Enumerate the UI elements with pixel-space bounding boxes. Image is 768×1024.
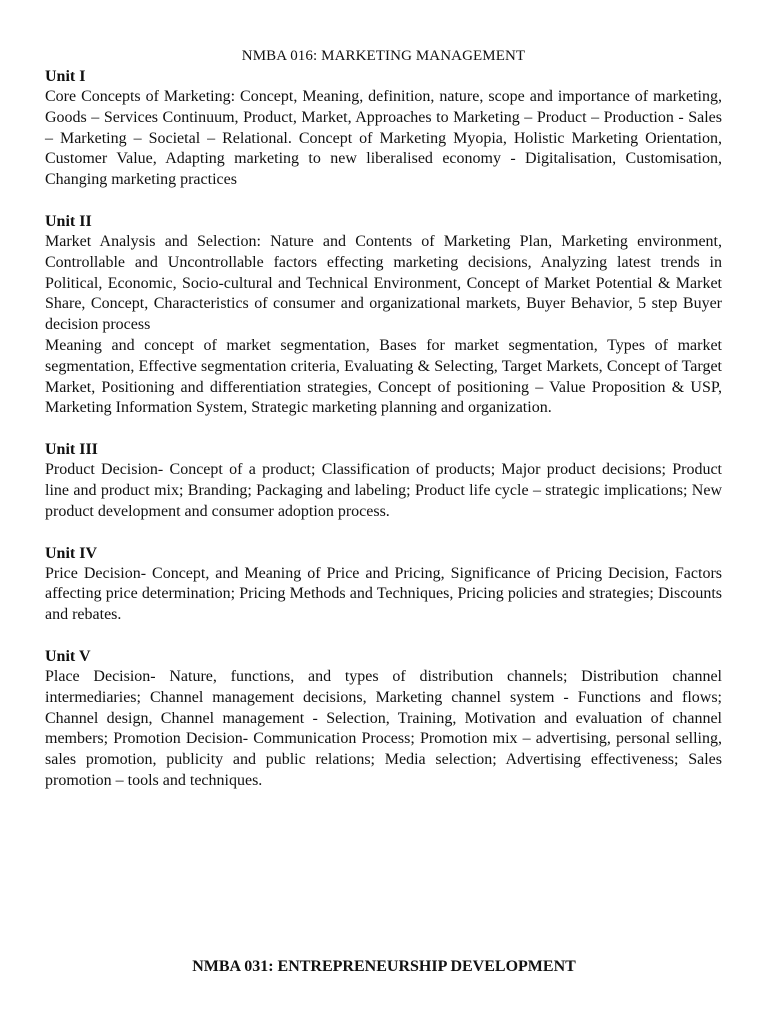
unit-paragraph: Meaning and concept of market segmentation, Bases for market segmentation, Types of market segmentation, Effective segmentation criteria, Evaluating & Selecting, Target Markets, Concept of Target Market, Positioning and differentiation strategies, Concept of positioning – Value Proposition & USP, Marketing Information System, Strategic marketing planning and organization. (45, 336, 722, 417)
unit-3-section (45, 439, 722, 522)
unit-heading: Unit I (45, 68, 86, 85)
unit-paragraph: Price Decision- Concept, and Meaning of Price and Pricing, Significance of Pricing Decision, Factors affecting price determination; Pricing Methods and Techniques, Pricing policies and strategies; Discounts and rebates. (45, 564, 722, 624)
unit-heading: Unit V (45, 647, 91, 665)
unit-heading: Unit II (45, 212, 92, 230)
unit-paragraph: Product Decision- Concept of a product; Classification of products; Major product decisions; Product line and product mix; Branding; Packaging and labeling; Product life cycle – strategic implications; New product development and consumer adoption process. (45, 461, 722, 520)
unit-heading: Unit IV (45, 544, 98, 562)
unit-5-section (45, 646, 722, 792)
unit-paragraph: Place Decision- Nature, functions, and types of distribution channels; Distribution channel intermediaries; Channel management decisions, Marketing channel system - Functions and flows; Channel design, Channel management - Selection, Training, Motivation and evaluation of channel members; Promotion Decision- Communication Process; Promotion mix – advertising, personal selling, sales promotion, publicity and public relations; Media selection; Advertising effectiveness; Sales promotion – tools and techniques. (45, 667, 722, 789)
unit-paragraph: Market Analysis and Selection: Nature and Contents of Marketing Plan, Marketing environment, Controllable and Uncontrollable factors effecting marketing decisions, Analyzing latest trends in Political, Economic, Socio-cultural and Technical Environment, Concept of Market Potential & Market Share, Concept, Characteristics of consumer and organizational markets, Buyer Behavior, 5 step Buyer decision process (45, 232, 722, 334)
document-page (45, 46, 722, 812)
document-title: NMBA 016: MARKETING MANAGEMENT (241, 48, 526, 64)
next-course-title: NMBA 031: ENTREPRENEURSHIP DEVELOPMENT (192, 958, 576, 975)
unit-heading: Unit III (45, 441, 98, 459)
unit-1-section (45, 66, 722, 191)
unit-paragraph: Core Concepts of Marketing: Concept, Meaning, definition, nature, scope and importance of marketing, Goods – Services Continuum, Product, Market, Approaches to Marketing – Product – Production - Sales – Marketing – Societal – Relational. Concept of Marketing Myopia, Holistic Marketing Orientation, Customer Value, Adapting marketing to new liberalised economy - Digitalisation, Customisation, Changing marketing practices (45, 88, 722, 189)
unit-4-section (45, 543, 722, 626)
unit-2-section (45, 211, 722, 419)
